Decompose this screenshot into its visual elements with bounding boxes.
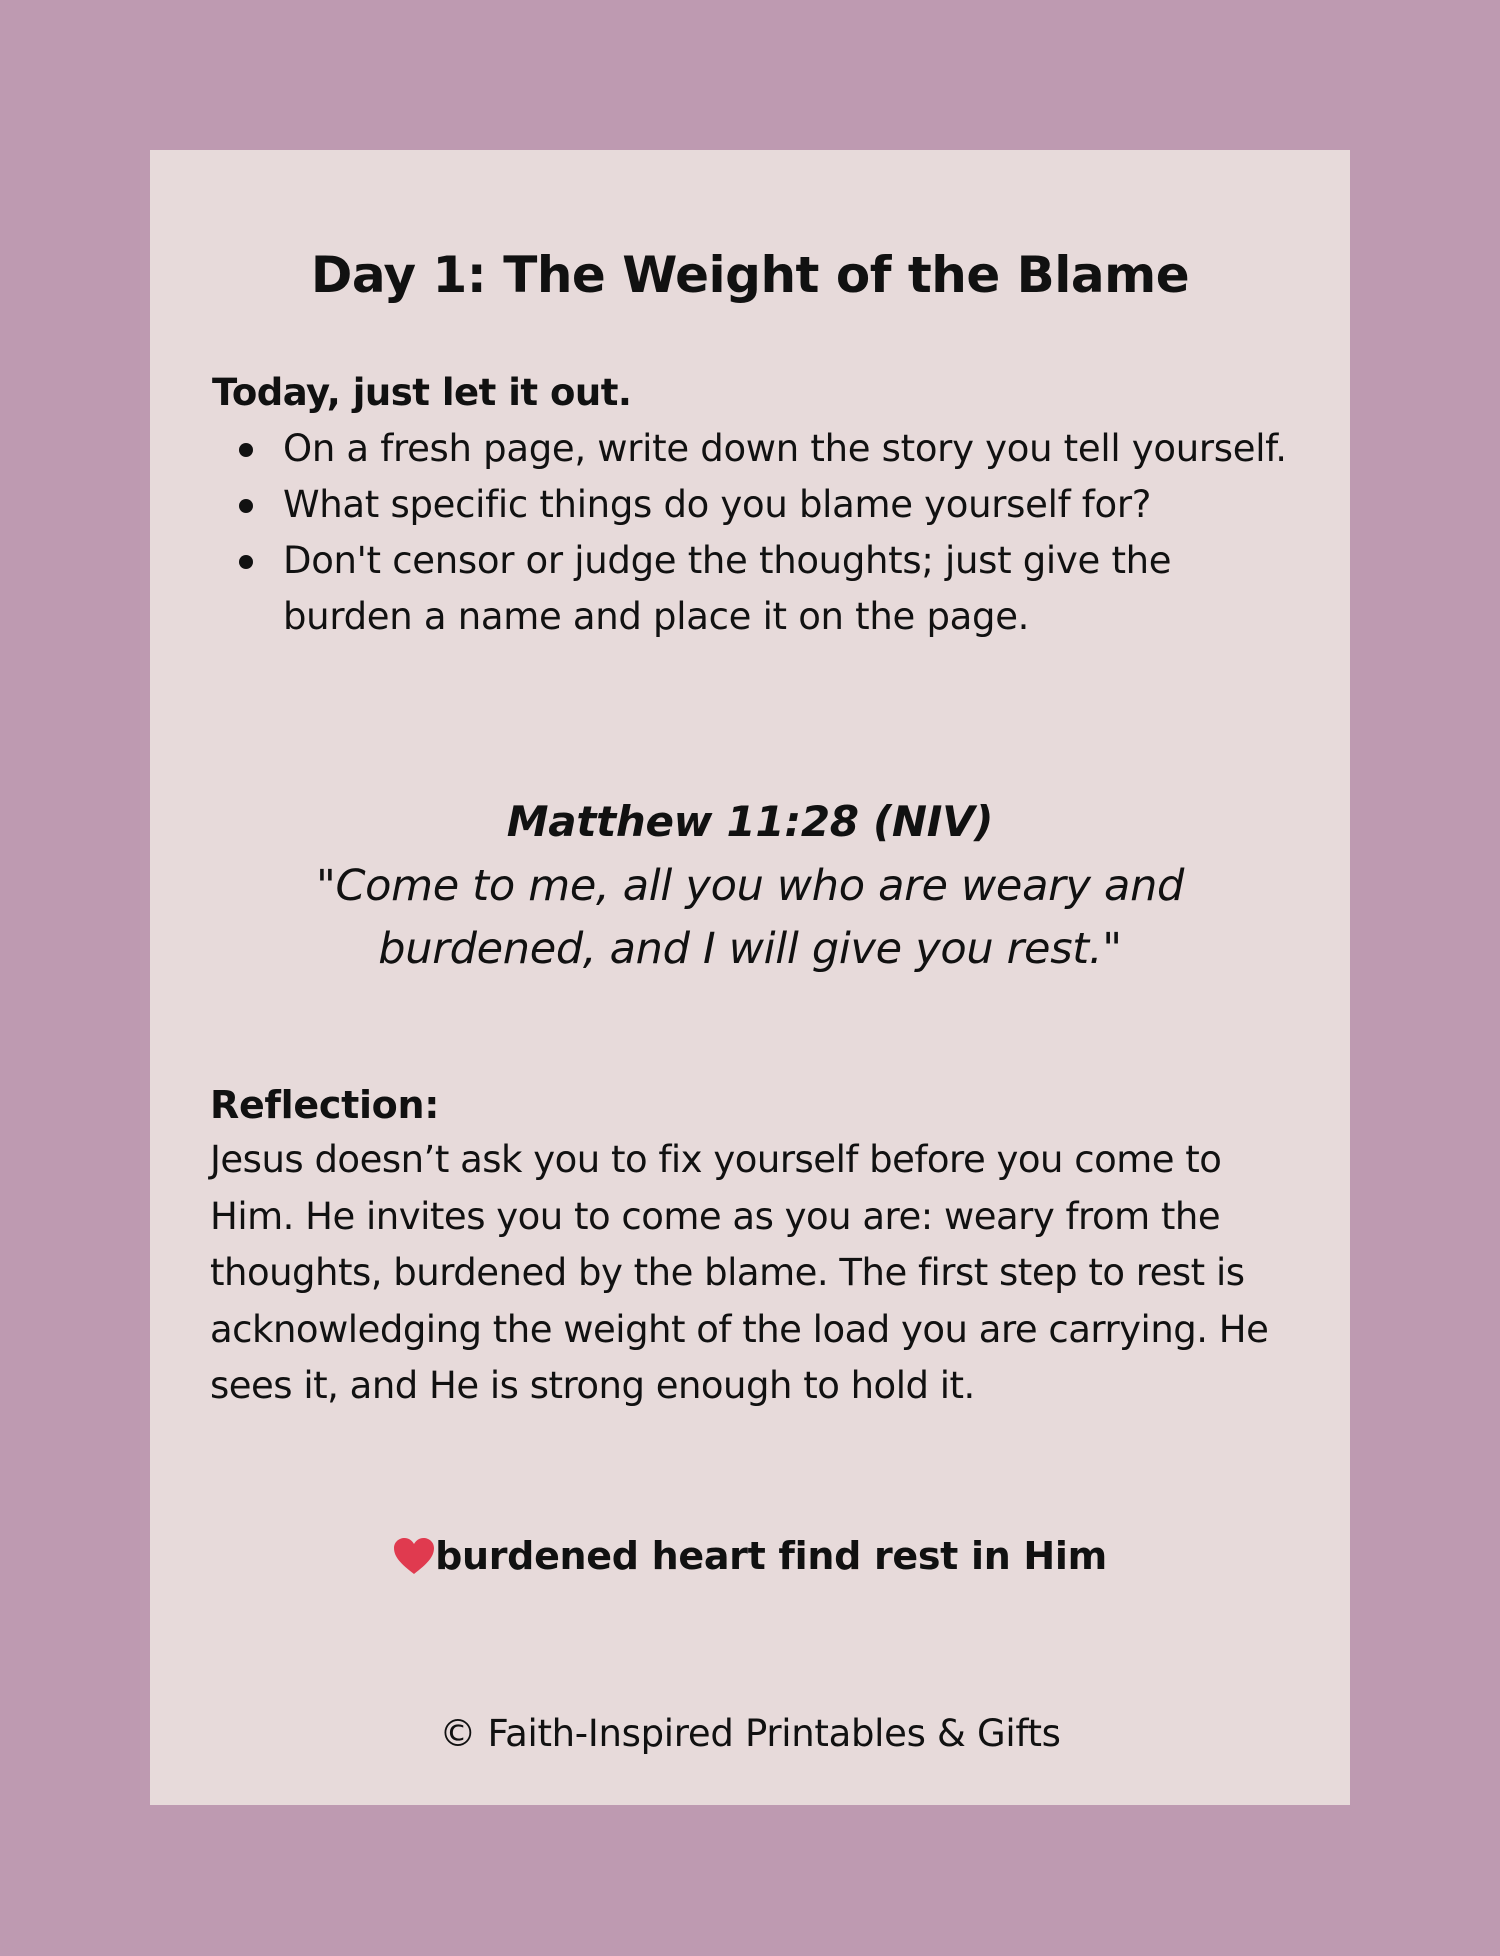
- page-title: Day 1: The Weight of the Blame: [310, 246, 1190, 304]
- prompt-list: [237, 421, 1297, 645]
- tagline-text: burdened heart find rest in Him: [435, 1534, 1107, 1578]
- bullet-icon: [239, 555, 253, 569]
- heart-icon: [393, 1537, 435, 1575]
- list-item-text: Don't censor or judge the thoughts; just give the burden a name and place it on the page.: [283, 539, 1172, 638]
- copyright: © Faith-Inspired Printables & Gifts: [439, 1712, 1061, 1755]
- list-item-text: On a fresh page, write down the story you tell yourself.: [283, 427, 1287, 470]
- reflection-body: Jesus doesn’t ask you to fix yourself before you come to Him. He invites you to come as you are: weary from the thoughts, burdened by the blame. The first step to rest is acknowledging the weight of the load you are carrying. He sees it, and He is strong enough to hold it.: [210, 1138, 1269, 1407]
- list-item-text: What specific things do you blame yourself for?: [283, 483, 1152, 526]
- verse-reference: Matthew 11:28 (NIV): [506, 797, 994, 846]
- list-item: [237, 421, 1297, 477]
- reflection-heading: Reflection:: [210, 1083, 440, 1127]
- bullet-icon: [239, 443, 253, 457]
- verse-text: "Come to me, all you who are weary and burdened, and I will give you rest.": [315, 861, 1185, 974]
- list-item: [237, 533, 1297, 645]
- bullet-icon: [239, 499, 253, 513]
- intro-heading: Today, just let it out.: [212, 371, 632, 414]
- list-item: [237, 477, 1297, 533]
- tagline: [0, 1528, 1500, 1584]
